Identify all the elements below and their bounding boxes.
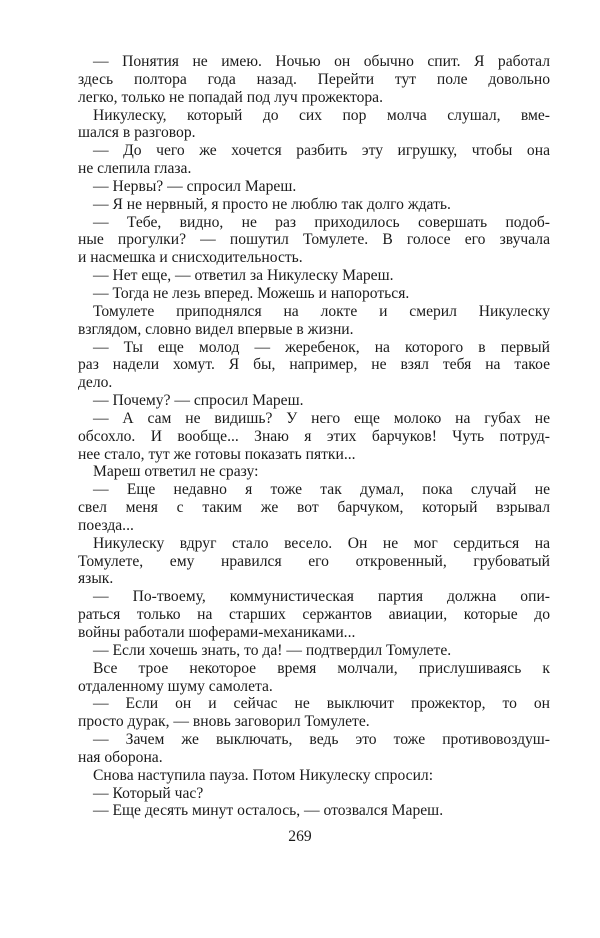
text-line: — Тогда не лезь вперед. Можешь и напороться. [93,284,410,302]
paragraph [78,481,550,535]
text-line: Все трое некоторое время молчали, прислушиваясь к [93,659,550,677]
text-line: — Почему? — спросил Мареш. [93,392,304,410]
text-line: — Я не нервный, я просто не люблю так долго ждать. [93,195,451,213]
text-line: взглядом, словно видел впервые в жизни. [78,320,354,338]
paragraph [78,196,550,214]
text-line: — Тебе, видно, не раз приходилось совершать подоб- [93,213,550,231]
text-line: — Если хочешь знать, то да! — подтвердил Томулете. [93,641,452,659]
paragraph [78,535,550,589]
text-line: Снова наступила пауза. Потом Никулеску спросил: [93,766,434,784]
text-line: — Если он и сейчас не выключит прожектор, то он [93,695,550,713]
paragraph [78,785,550,803]
text-line: здесь полтора года назад. Перейти тут поле довольно [78,70,550,88]
paragraph [78,392,550,410]
paragraph [78,142,550,178]
text-line: отдаленному шуму самолета. [78,677,273,695]
text-line: раться только на старших сержантов авиации, которые до [78,606,550,624]
text-line: Томулете, ему нравился его откровенный, грубоватый [78,552,550,570]
paragraph [78,303,550,339]
text-line: — Зачем же выключать, ведь это тоже противовоздуш- [93,731,550,749]
text-line: — Понятия не имею. Ночью он обычно спит. Я работал [93,53,550,70]
paragraph [78,178,550,196]
text-line: нее стало, тут же готовы показать пятки... [78,445,356,463]
paragraph [78,214,550,268]
paragraph [78,53,550,107]
text-line: Никулеску, который до сих пор молча слушал, вме- [93,106,550,124]
page-number: 269 [288,828,312,845]
text-line: не слепила глаза. [78,160,192,178]
text-line: просто дурак, — вновь заговорил Томулете. [78,713,370,731]
text-line: — Еще десять минут осталось, — отозвался Мареш. [93,802,444,820]
text-line: — Нет еще, — ответил за Никулеску Мареш. [93,267,394,285]
paragraph [78,285,550,303]
text-line: шался в разговор. [78,124,196,142]
text-line: раз надели хомут. Я бы, например, не взял тебя на такое [78,356,550,374]
text-line: и насмешка и снисходительность. [78,249,303,267]
text-line: Никулеску вдруг стало весело. Он не мог сердиться на [93,534,550,552]
text-line: свел меня с таким же вот барчуком, который взрывал [78,499,550,517]
text-line: — Который час? [93,784,204,802]
paragraph [78,463,550,481]
text-line: поезда... [78,516,134,534]
text-line: — По-твоему, коммунистическая партия должна опи- [93,588,550,606]
text-line: — Нервы? — спросил Мареш. [93,177,297,195]
text-line: — До чего же хочется разбить эту игрушку, чтобы она [93,142,550,160]
paragraph [78,731,550,767]
text-line: войны работали шоферами-механиками... [78,624,356,641]
text-line: ные прогулки? — пошутил Томулете. В голосе его звучала [78,231,550,249]
paragraph [78,642,550,660]
text-line: дело. [78,374,113,392]
paragraph [78,695,550,731]
text-line: — А сам не видишь? У него еще молоко на губах не [93,409,550,427]
text-line: — Ты еще молод — жеребенок, на которого в первый [93,338,550,356]
paragraph [78,410,550,464]
paragraph [78,588,550,642]
paragraph [78,107,550,143]
text-line: ная оборона. [78,748,163,766]
paragraph [78,339,550,393]
paragraph [78,660,550,696]
text-line: Мареш ответил не сразу: [93,463,259,481]
paragraph [78,267,550,285]
text-line: — Еще недавно я тоже так думал, пока случай не [93,481,550,499]
text-line: обсохло. И вообще... Знаю я этих барчуков! Чуть потруд- [78,427,550,445]
paragraph [78,767,550,785]
text-line: Томулете приподнялся на локте и смерил Никулеску [93,302,550,320]
paragraph [78,802,550,820]
book-page-text [78,53,550,820]
text-line: язык. [78,570,114,588]
text-line: легко, только не попадай под луч прожектора. [78,88,383,106]
